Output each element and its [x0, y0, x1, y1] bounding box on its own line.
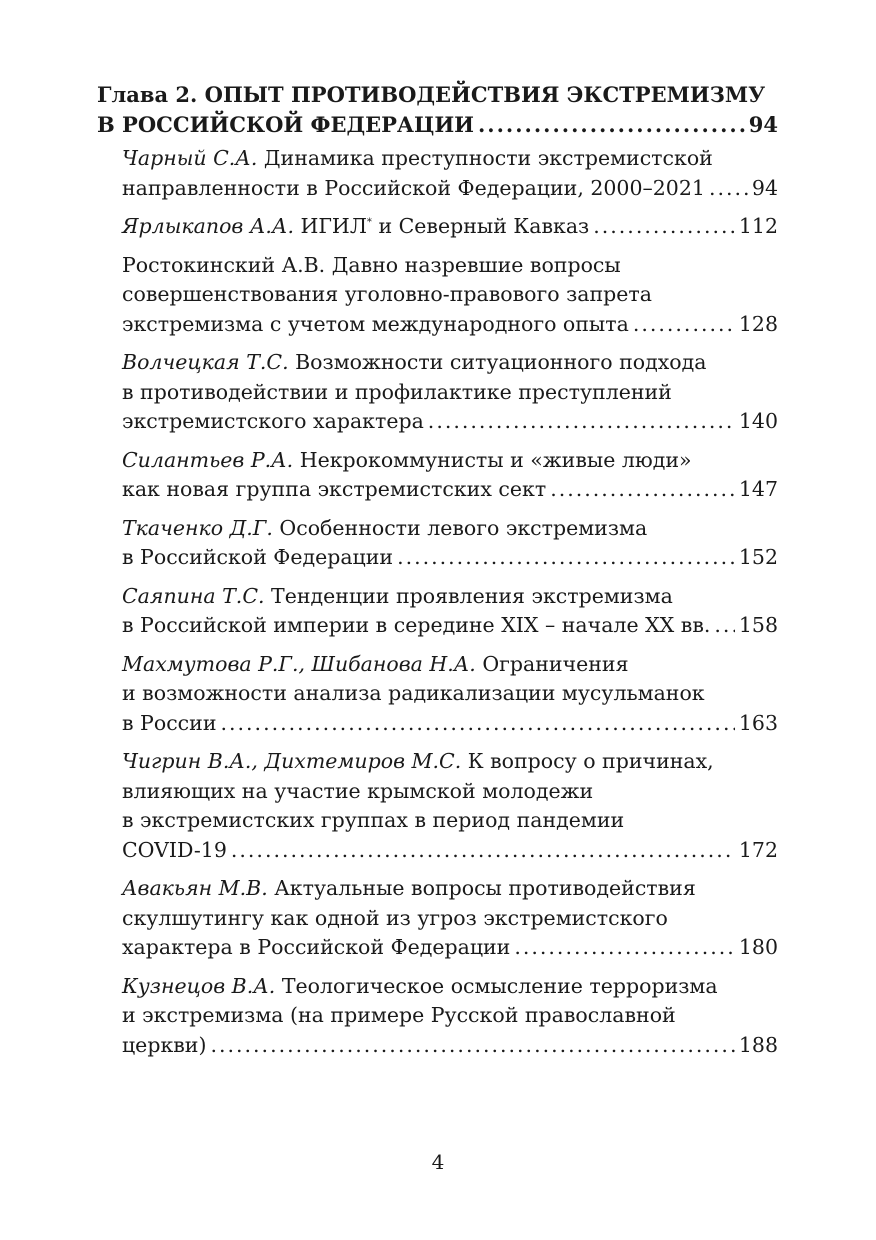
dot-leader	[514, 933, 735, 963]
dot-leader	[210, 1031, 734, 1061]
entry-page-number: 147	[738, 477, 778, 501]
table-of-contents	[97, 80, 778, 1069]
toc-entry	[122, 446, 778, 505]
dot-leader	[478, 110, 745, 140]
entry-authors: Махмутова Р.Г., Шибанова Н.А.	[122, 651, 476, 676]
entry-page-number: 158	[738, 613, 778, 637]
chapter-page-number: 94	[748, 112, 778, 137]
entry-page-number: 180	[738, 935, 778, 959]
entry-last-line	[122, 933, 778, 963]
dot-leader	[709, 174, 748, 204]
entry-title-line: и возможности анализа радикализации мусульманок	[122, 681, 705, 705]
entry-title-end: направленности в Российской Федерации, 2000–2021	[122, 175, 705, 200]
entry-last-line	[122, 310, 778, 340]
toc-entry	[122, 972, 778, 1061]
entry-title-end: как новая группа экстремистских сект	[122, 477, 547, 501]
entry-title-end: церкви)	[122, 1032, 207, 1057]
dot-leader	[397, 543, 735, 573]
chapter-title-line2	[97, 110, 778, 140]
dot-leader	[428, 407, 735, 437]
entry-title: Особенности левого экстремизма	[272, 515, 648, 540]
entry-page-number: 188	[738, 1032, 778, 1057]
entry-title-line: влияющих на участие крымской молодежи	[122, 778, 594, 803]
toc-entry	[122, 747, 778, 865]
entry-title-end: и Северный Кавказ	[371, 214, 590, 238]
toc-entry	[122, 144, 778, 203]
entry-last-line	[122, 475, 778, 505]
chapter-heading	[97, 80, 778, 140]
entry-title-end: характера в Российской Федерации	[122, 935, 511, 959]
toc-entry	[122, 212, 778, 242]
entry-title: ИГИЛ	[293, 214, 367, 238]
entry-authors: Ярлыкапов А.А.	[122, 214, 294, 238]
entry-last-line	[122, 1031, 778, 1061]
dot-leader	[593, 212, 735, 242]
footnote-mark: *	[366, 217, 372, 229]
chapter-title-line1: Глава 2. ОПЫТ ПРОТИВОДЕЙСТВИЯ ЭКСТРЕМИЗМУ	[97, 82, 766, 107]
entry-title-line: совершенствования уголовно-правового запрета	[122, 282, 652, 306]
entry-page-number: 112	[738, 214, 778, 238]
toc-entry	[122, 514, 778, 573]
toc-entry	[122, 251, 778, 340]
entry-title-line: и экстремизма (на примере Русской православной	[122, 1003, 676, 1027]
dot-leader	[220, 709, 734, 739]
entry-title-line: скулшутингу как одной из угроз экстремистского	[122, 905, 668, 930]
entry-authors: Авакьян М.В.	[122, 876, 268, 900]
entry-title: Актуальные вопросы противодействия	[267, 876, 696, 900]
toc-entry	[122, 348, 778, 437]
entry-title: Теологическое осмысление терроризма	[275, 973, 718, 998]
entry-last-line	[122, 611, 778, 641]
entry-page-number: 152	[738, 545, 778, 569]
entry-last-line	[122, 407, 778, 437]
entry-authors: Волчецкая Т.С.	[122, 350, 289, 374]
dot-leader	[714, 611, 734, 641]
entry-title: Тенденции проявления экстремизма	[264, 583, 673, 608]
entry-title-line: в противодействии и профилактике преступлений	[122, 379, 672, 404]
entry-page-number: 140	[738, 409, 778, 433]
entry-title: Некрокоммунисты и «живые люди»	[293, 447, 692, 472]
entry-authors: Саяпина Т.С.	[122, 583, 265, 608]
entry-authors: Силантьев Р.А.	[122, 447, 294, 472]
toc-entry	[122, 874, 778, 963]
entry-last-line	[122, 709, 778, 739]
chapter-title-text: В РОССИЙСКОЙ ФЕДЕРАЦИИ	[97, 112, 474, 137]
toc-entry	[122, 582, 778, 641]
page-number: 4	[431, 1150, 445, 1174]
entry-last-line	[122, 212, 778, 242]
entry-title-end: в Российской империи в середине XIX – начале XX вв.	[122, 613, 711, 637]
entry-page-number: 128	[738, 311, 778, 336]
entry-last-line	[122, 174, 778, 204]
entry-title: Динамика преступности экстремистской	[257, 146, 713, 170]
entry-authors: Чигрин В.А., Дихтемиров М.С.	[122, 749, 462, 773]
entry-authors: Чарный С.А.	[122, 146, 258, 170]
entry-title: Возможности ситуационного подхода	[288, 350, 707, 374]
entry-title-line: в экстремистских группах в период пандемии	[122, 808, 625, 832]
entry-title-end: экстремистского характера	[122, 409, 424, 433]
entry-title-end: экстремизма с учетом международного опыта	[122, 311, 629, 336]
entry-title-end: COVID-19	[122, 837, 227, 862]
entry-authors: Кузнецов В.А.	[122, 973, 276, 998]
entry-last-line	[122, 543, 778, 573]
entry-title: Ограничения	[475, 651, 629, 676]
entry-last-line	[122, 836, 778, 866]
dot-leader	[633, 310, 735, 340]
dot-leader	[550, 475, 735, 505]
entry-title-end: в Российской Федерации	[122, 545, 394, 569]
entry-title-end: в России	[122, 710, 217, 735]
entry-authors: Ткаченко Д.Г.	[122, 515, 273, 540]
dot-leader	[231, 836, 735, 866]
entry-title: Ростокинский А.В. Давно назревшие вопросы	[122, 252, 621, 277]
entry-title: К вопросу о причинах,	[461, 749, 714, 773]
entry-page-number: 94	[751, 175, 778, 200]
toc-entry	[122, 650, 778, 739]
entry-page-number: 163	[738, 710, 778, 735]
entry-page-number: 172	[738, 837, 778, 862]
